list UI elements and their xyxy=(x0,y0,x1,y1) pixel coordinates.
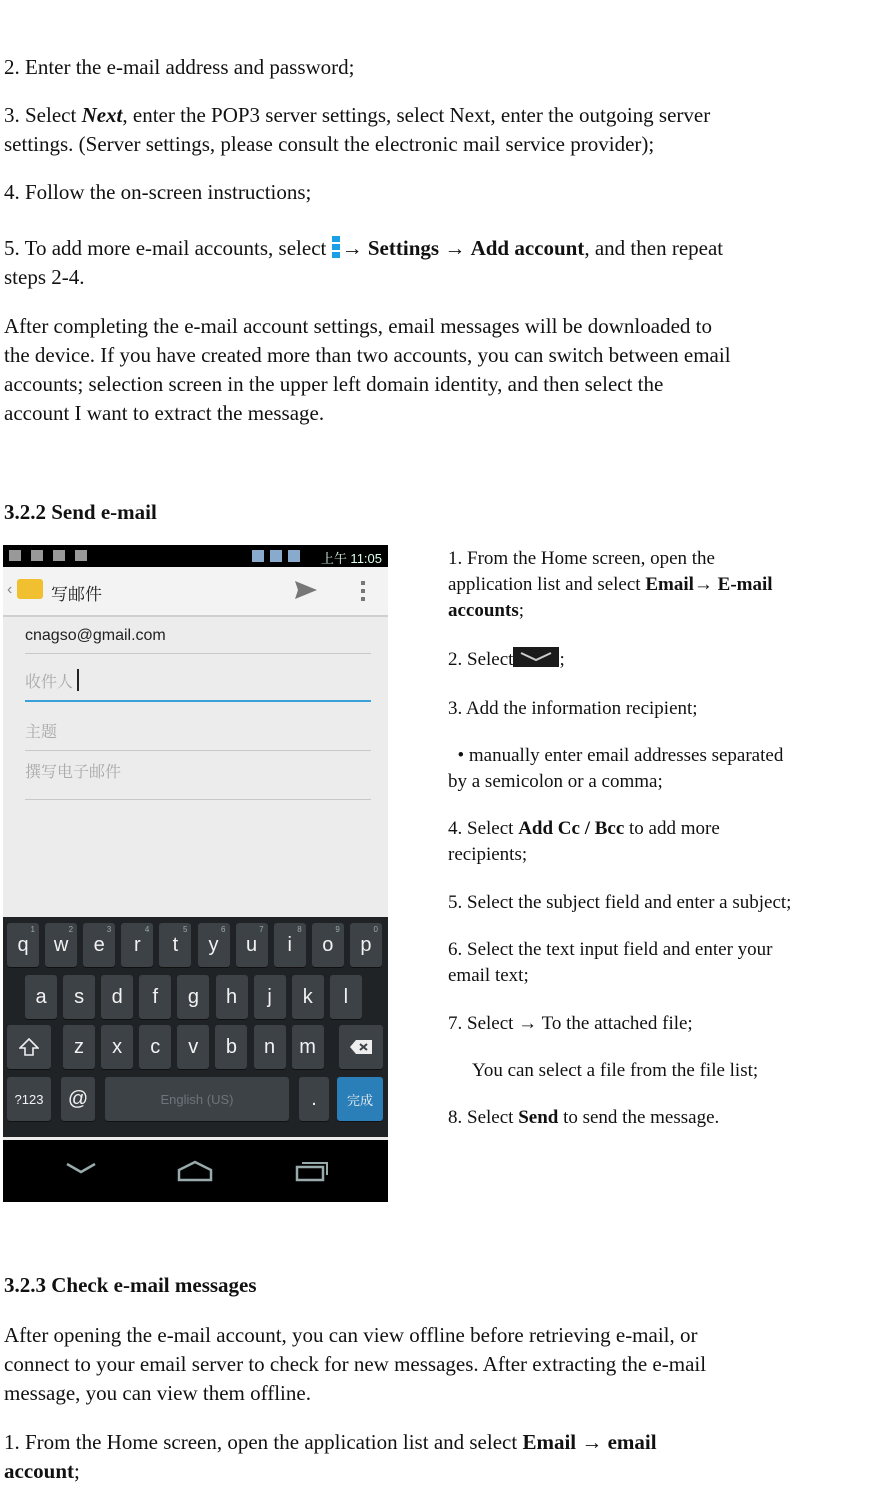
send-step-6-line-2: email text; xyxy=(448,965,529,986)
back-chevron-icon[interactable]: ‹ xyxy=(7,581,13,598)
key-h[interactable]: h xyxy=(216,975,248,1019)
key-shift[interactable] xyxy=(7,1025,51,1069)
key-e[interactable]: e 3 xyxy=(83,923,115,967)
after-para-l2: the device. If you have created more than two accounts, you can switch between email xyxy=(4,343,731,367)
send-icon[interactable] xyxy=(293,579,319,606)
send-step-5: 5. Select the subject field and enter a subject; xyxy=(448,892,792,913)
text-cursor xyxy=(77,669,79,691)
key-a[interactable]: a xyxy=(25,975,57,1019)
key-g[interactable]: g xyxy=(177,975,209,1019)
check-para-l1: After opening the e-mail account, you can view offline before retrieving e-mail, or xyxy=(4,1323,698,1347)
key-hint-1: 1 xyxy=(30,925,35,934)
send-step-6: 6. Select the text input field and enter your xyxy=(448,939,773,960)
key-q[interactable]: q 1 xyxy=(7,923,39,967)
send-step-8: 8. Select Send to send the message. xyxy=(448,1107,720,1128)
key-t[interactable]: t 5 xyxy=(159,923,191,967)
step-3: 3. Select Next, enter the POP3 server settings, select Next, enter the outgoing server xyxy=(4,103,711,127)
key-done[interactable]: 完成 xyxy=(337,1077,383,1121)
check-step-1-line-2: account; xyxy=(4,1459,80,1483)
signal-icon xyxy=(270,550,282,562)
send-step-3-bullet: • manually enter email addresses separated xyxy=(448,745,784,766)
send-step-2: 2. Select ; xyxy=(448,649,565,670)
key-hint-5: 5 xyxy=(182,925,188,934)
check-para-l2: connect to your email server to check for new messages. After extracting the e-mail xyxy=(4,1352,707,1376)
key-o[interactable]: o 9 xyxy=(312,923,344,967)
key-b[interactable]: b xyxy=(215,1025,247,1069)
key-hint-9: 9 xyxy=(335,925,340,934)
photo-icon xyxy=(75,550,87,561)
navigation-bar xyxy=(3,1140,388,1202)
overflow-menu-icon[interactable] xyxy=(358,579,368,608)
key-w[interactable]: w 2 xyxy=(45,923,77,967)
status-time: 上午 11:05 xyxy=(320,551,382,566)
key-at[interactable]: @ xyxy=(61,1077,95,1121)
key-m[interactable]: m xyxy=(292,1025,324,1069)
key-k[interactable]: k xyxy=(292,975,324,1019)
email-app-icon xyxy=(17,579,43,599)
key-period[interactable]: . xyxy=(299,1077,329,1121)
backspace-icon xyxy=(349,1039,373,1055)
key-v[interactable]: v xyxy=(177,1025,209,1069)
step-4: 4. Follow the on-screen instructions; xyxy=(4,180,312,204)
send-step-1-line-2: application list and select Email→ E-mail xyxy=(448,574,773,595)
key-symbols[interactable]: ?123 xyxy=(7,1077,51,1121)
to-field[interactable]: 收件人 xyxy=(25,669,371,702)
subject-field[interactable]: 主题 xyxy=(25,719,371,751)
key-hint-7: 7 xyxy=(259,925,264,934)
key-space[interactable]: English (US) xyxy=(105,1077,289,1121)
key-hint-0: 0 xyxy=(373,925,378,934)
send-step-4: 4. Select Add Cc / Bcc to add more xyxy=(448,818,720,839)
key-hint-8: 8 xyxy=(297,925,302,934)
home-icon[interactable] xyxy=(177,1160,213,1187)
key-i[interactable]: i 8 xyxy=(274,923,306,967)
from-field: cnagso@gmail.com xyxy=(25,627,371,654)
step-5-line-2: steps 2-4. xyxy=(4,265,85,289)
key-d[interactable]: d xyxy=(101,975,133,1019)
step-5: 5. To add more e-mail accounts, select → Settings → Add account, and then repeat xyxy=(4,236,724,260)
send-step-4-line-2: recipients; xyxy=(448,844,528,865)
back-icon[interactable] xyxy=(65,1160,97,1181)
after-para-l1: After completing the e-mail account settings, email messages will be downloaded to xyxy=(4,314,712,338)
action-bar xyxy=(3,567,388,617)
step-2: 2. Enter the e-mail address and password; xyxy=(4,55,355,79)
key-n[interactable]: n xyxy=(254,1025,286,1069)
key-j[interactable]: j xyxy=(254,975,286,1019)
notification-icon xyxy=(9,550,21,561)
compose-screenshot xyxy=(3,545,388,1202)
heading-check-email: 3.2.3 Check e-mail messages xyxy=(4,1273,257,1297)
key-f[interactable]: f xyxy=(139,975,171,1019)
check-step-1: 1. From the Home screen, open the application list and select Email → email xyxy=(4,1430,657,1454)
send-step-1-line-3: accounts; xyxy=(448,600,525,621)
key-s[interactable]: s xyxy=(63,975,95,1019)
compose-envelope-icon xyxy=(513,647,559,667)
key-p[interactable]: p 0 xyxy=(350,923,382,967)
key-hint-3: 3 xyxy=(106,925,112,934)
send-step-1: 1. From the Home screen, open the xyxy=(448,548,715,569)
mail-notification-icon xyxy=(31,550,43,561)
key-x[interactable]: x xyxy=(101,1025,133,1069)
send-step-3: 3. Add the information recipient; xyxy=(448,698,698,719)
key-z[interactable]: z xyxy=(63,1025,95,1069)
check-para-l3: message, you can view them offline. xyxy=(4,1381,311,1405)
key-backspace[interactable] xyxy=(339,1025,383,1069)
send-step-3-bullet-line-2: by a semicolon or a comma; xyxy=(448,771,663,792)
lock-icon xyxy=(53,550,65,561)
send-step-7-note: You can select a file from the file list; xyxy=(472,1060,759,1081)
after-para-l4: account I want to extract the message. xyxy=(4,401,325,425)
soft-keyboard xyxy=(3,917,388,1137)
key-r[interactable]: r 4 xyxy=(121,923,153,967)
menu-icon xyxy=(332,236,340,258)
key-c[interactable]: c xyxy=(139,1025,171,1069)
recent-apps-icon[interactable] xyxy=(295,1160,329,1187)
heading-send-email: 3.2.2 Send e-mail xyxy=(4,500,157,524)
key-y[interactable]: y 6 xyxy=(198,923,230,967)
send-step-7: 7. Select → To the attached file; xyxy=(448,1013,693,1034)
battery-icon xyxy=(288,550,300,562)
key-hint-4: 4 xyxy=(144,925,150,934)
key-hint-2: 2 xyxy=(68,925,74,934)
key-hint-6: 6 xyxy=(221,925,226,934)
after-para-l3: accounts; selection screen in the upper left domain identity, and then select the xyxy=(4,372,664,396)
step-3-line-2: settings. (Server settings, please consult the electronic mail service provider); xyxy=(4,132,655,156)
compose-title: 写邮件 xyxy=(51,585,102,604)
key-u[interactable]: u 7 xyxy=(236,923,268,967)
key-l[interactable]: l xyxy=(330,975,362,1019)
status-bar xyxy=(3,545,388,567)
wifi-icon xyxy=(252,550,264,562)
shift-icon xyxy=(19,1038,39,1056)
body-field[interactable]: 撰写电子邮件 xyxy=(25,759,371,800)
